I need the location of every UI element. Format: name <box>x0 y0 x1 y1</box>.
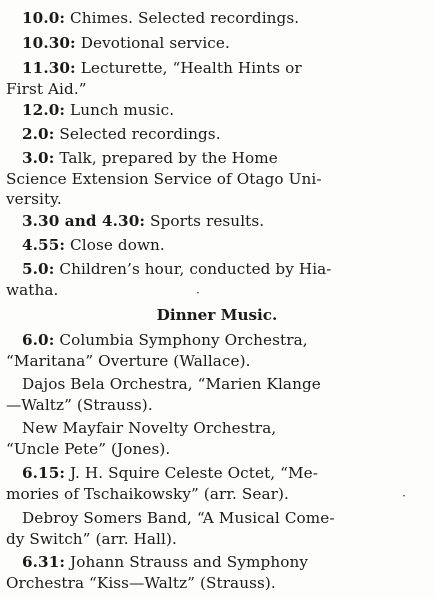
program-entry <box>6 235 428 256</box>
entry-text: Talk, prepared by the Home <box>59 149 278 167</box>
entry-line <box>6 463 428 484</box>
entry-text: Lecturette, “Health Hints or <box>80 59 302 77</box>
entry-line <box>6 235 428 256</box>
entry-line <box>6 33 428 54</box>
entry-time: 12.0: <box>22 101 66 119</box>
program-entry <box>6 148 428 210</box>
entry-line: Science Extension Service of Otago Uni- <box>6 169 322 188</box>
entry-line: dy Switch” (arr. Hall). <box>6 529 177 548</box>
entry-text: Sports results. <box>150 212 265 230</box>
program-entry <box>6 8 428 29</box>
entry-line <box>6 148 428 169</box>
entry-text: Devotional service. <box>80 34 230 52</box>
entry-line: Debroy Somers Band, “A Musical Come- <box>22 509 335 527</box>
entry-text: Chimes. Selected recordings. <box>70 9 300 27</box>
entry-line: versity. <box>6 190 62 209</box>
entry-time: 4.55: <box>22 236 66 254</box>
entry-line: “Maritana” Overture (Wallace). <box>6 351 251 370</box>
entry-line: Dajos Bela Orchestra, “Marien Klange <box>22 375 321 393</box>
dinner-entry <box>6 508 428 549</box>
entry-line <box>6 211 428 232</box>
entry-time: 5.0: <box>22 260 55 278</box>
entry-line: watha. <box>6 280 59 299</box>
entry-line <box>6 330 428 351</box>
entry-line: “Uncle Pete” (Jones). <box>6 439 171 458</box>
program-entry <box>6 211 428 232</box>
entry-time: 6.15: <box>22 464 66 482</box>
entry-text: Lunch music. <box>70 101 175 119</box>
print-speck: · <box>196 286 200 300</box>
print-speck: · <box>402 489 406 503</box>
section-heading: Dinner Music. <box>156 306 278 324</box>
program-entry <box>6 33 428 54</box>
entry-line: —Waltz” (Strauss). <box>6 395 153 414</box>
dinner-entry <box>6 418 428 459</box>
dinner-entry <box>6 330 428 371</box>
entry-text: Columbia Symphony Orchestra, <box>59 331 308 349</box>
entry-text: J. H. Squire Celeste Octet, “Me- <box>70 464 318 482</box>
entry-time: 2.0: <box>22 125 55 143</box>
entry-text: Johann Strauss and Symphony <box>70 553 309 571</box>
dinner-entry <box>6 374 428 415</box>
entry-line: mories of Tschaikowsky” (arr. Sear). <box>6 484 289 503</box>
program-entry <box>6 259 428 300</box>
entry-time: 6.31: <box>22 553 66 571</box>
dinner-entry <box>6 463 428 504</box>
entry-time: 10.30: <box>22 34 76 52</box>
entry-line <box>6 58 428 79</box>
entry-line: First Aid.” <box>6 79 87 98</box>
entry-time: 3.30 and 4.30: <box>22 212 146 230</box>
program-entry <box>6 100 428 121</box>
entry-line <box>6 552 428 573</box>
entry-text: Close down. <box>70 236 165 254</box>
entry-line <box>6 124 428 145</box>
entry-text: Children’s hour, conducted by Hia- <box>59 260 332 278</box>
entry-line <box>6 100 428 121</box>
entry-time: 11.30: <box>22 59 76 77</box>
program-entry <box>6 124 428 145</box>
entry-line <box>6 259 428 280</box>
entry-line: New Mayfair Novelty Orchestra, <box>22 419 277 437</box>
entry-time: 10.0: <box>22 9 66 27</box>
program-entry <box>6 58 428 99</box>
entry-text: Selected recordings. <box>59 125 221 143</box>
entry-line <box>6 8 428 29</box>
entry-time: 3.0: <box>22 149 55 167</box>
entry-time: 6.0: <box>22 331 55 349</box>
dinner-entry <box>6 552 428 593</box>
entry-line: Orchestra “Kiss—Waltz” (Strauss). <box>6 573 276 592</box>
